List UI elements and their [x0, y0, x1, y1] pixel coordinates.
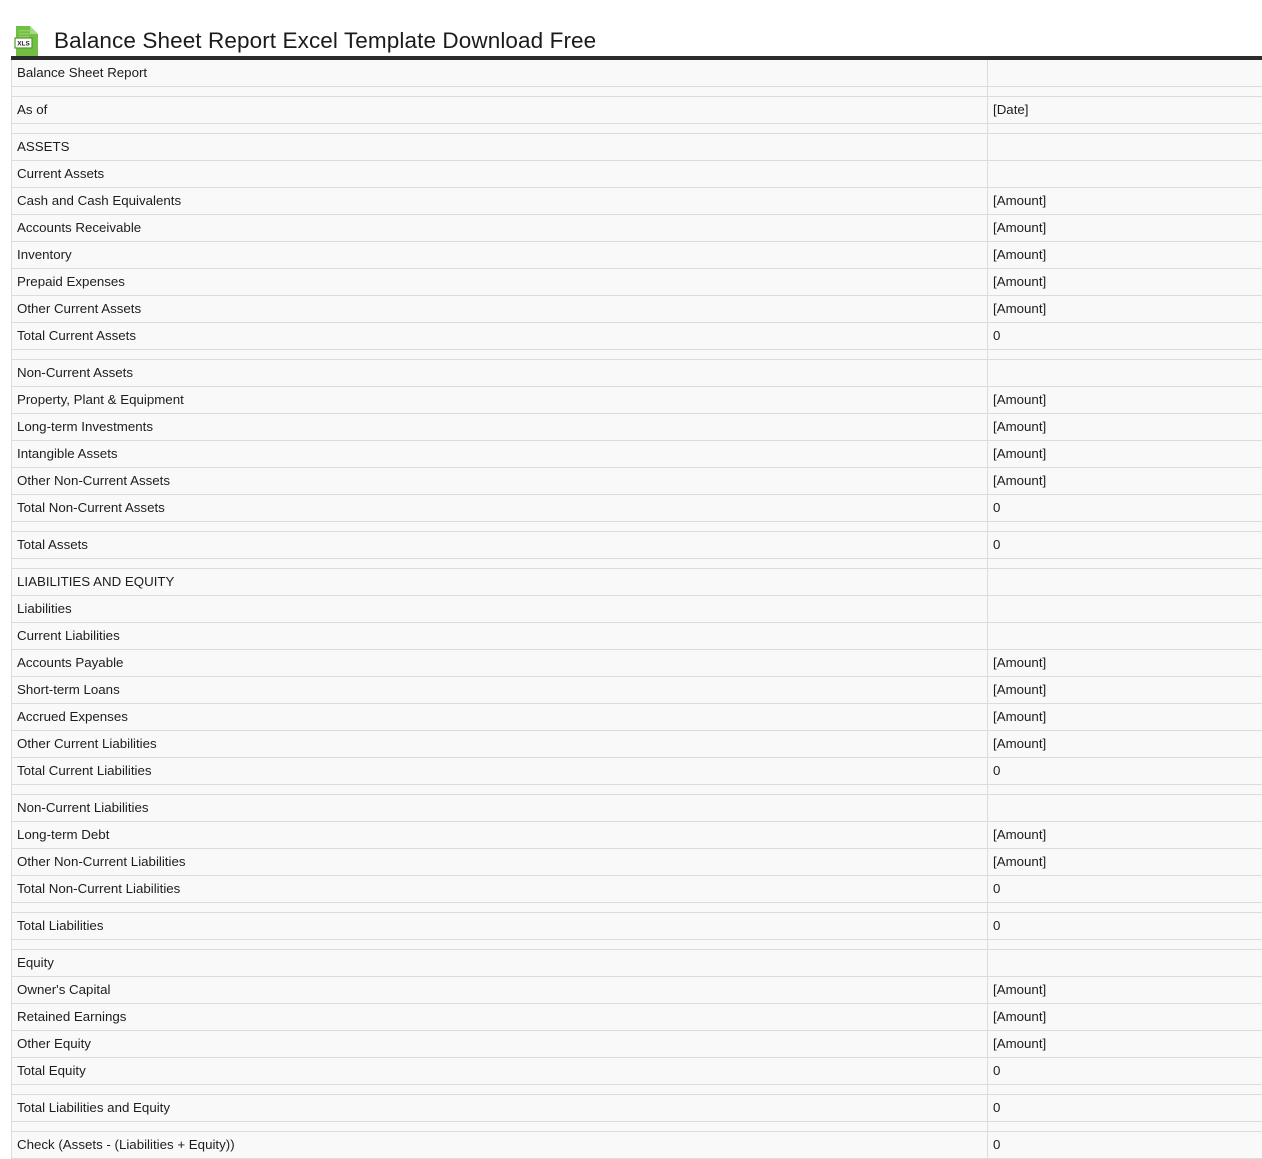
spacer-row — [12, 940, 1262, 950]
table-row — [12, 468, 1262, 495]
row-label-cell[interactable]: Intangible Assets — [12, 441, 988, 468]
row-label-cell[interactable]: Total Current Liabilities — [12, 758, 988, 785]
row-value-cell[interactable]: [Amount] — [988, 468, 1262, 495]
row-label-cell[interactable]: Cash and Cash Equivalents — [12, 188, 988, 215]
spacer-row — [12, 350, 1262, 360]
row-label-cell[interactable]: Current Liabilities — [12, 623, 988, 650]
row-value-cell[interactable]: 0 — [988, 1132, 1262, 1159]
row-label-cell[interactable]: Total Non-Current Liabilities — [12, 876, 988, 903]
row-value-cell[interactable]: 0 — [988, 758, 1262, 785]
row-label-cell[interactable]: Total Liabilities and Equity — [12, 1095, 988, 1122]
spacer-cell — [988, 1085, 1262, 1095]
table-row — [12, 731, 1262, 758]
spacer-cell — [988, 785, 1262, 795]
row-value-cell[interactable]: [Amount] — [988, 215, 1262, 242]
row-value-cell[interactable] — [988, 60, 1262, 87]
table-row — [12, 758, 1262, 785]
row-label-cell[interactable]: ASSETS — [12, 134, 988, 161]
table-row — [12, 1004, 1262, 1031]
spacer-row — [12, 124, 1262, 134]
balance-sheet-table — [11, 60, 1262, 1159]
row-value-cell[interactable]: [Amount] — [988, 650, 1262, 677]
spacer-cell — [12, 350, 988, 360]
table-row — [12, 215, 1262, 242]
table-row — [12, 532, 1262, 559]
row-value-cell[interactable] — [988, 950, 1262, 977]
spacer-cell — [12, 1085, 988, 1095]
xls-file-icon — [14, 25, 40, 57]
row-label-cell[interactable]: Current Assets — [12, 161, 988, 188]
row-value-cell[interactable]: [Amount] — [988, 269, 1262, 296]
row-label-cell[interactable]: Long-term Debt — [12, 822, 988, 849]
row-value-cell[interactable]: [Date] — [988, 97, 1262, 124]
svg-text:XLS: XLS — [17, 41, 30, 48]
row-label-cell[interactable]: As of — [12, 97, 988, 124]
row-label-cell[interactable]: Total Liabilities — [12, 913, 988, 940]
row-label-cell[interactable]: Check (Assets - (Liabilities + Equity)) — [12, 1132, 988, 1159]
row-value-cell[interactable]: [Amount] — [988, 822, 1262, 849]
spacer-row — [12, 903, 1262, 913]
spacer-cell — [988, 559, 1262, 569]
row-value-cell[interactable]: [Amount] — [988, 414, 1262, 441]
row-value-cell[interactable] — [988, 623, 1262, 650]
row-label-cell[interactable]: Non-Current Assets — [12, 360, 988, 387]
table-row — [12, 1058, 1262, 1085]
spacer-cell — [988, 940, 1262, 950]
spacer-cell — [12, 559, 988, 569]
table-row — [12, 876, 1262, 903]
row-label-cell[interactable]: Other Non-Current Liabilities — [12, 849, 988, 876]
table-row — [12, 242, 1262, 269]
row-label-cell[interactable]: Retained Earnings — [12, 1004, 988, 1031]
row-value-cell[interactable] — [988, 161, 1262, 188]
spacer-cell — [12, 903, 988, 913]
row-label-cell[interactable]: Other Equity — [12, 1031, 988, 1058]
table-row — [12, 623, 1262, 650]
row-label-cell[interactable]: Total Equity — [12, 1058, 988, 1085]
row-label-cell[interactable]: Other Non-Current Assets — [12, 468, 988, 495]
row-value-cell[interactable]: 0 — [988, 532, 1262, 559]
row-value-cell[interactable] — [988, 360, 1262, 387]
table-row — [12, 704, 1262, 731]
row-label-cell[interactable]: Other Current Liabilities — [12, 731, 988, 758]
table-row — [12, 1031, 1262, 1058]
spacer-cell — [12, 1122, 988, 1132]
spacer-cell — [988, 522, 1262, 532]
row-value-cell[interactable]: [Amount] — [988, 188, 1262, 215]
row-label-cell[interactable]: Property, Plant & Equipment — [12, 387, 988, 414]
table-row — [12, 414, 1262, 441]
page-title: Balance Sheet Report Excel Template Download Free — [54, 29, 596, 54]
table-row — [12, 323, 1262, 350]
spacer-row — [12, 87, 1262, 97]
row-value-cell[interactable]: [Amount] — [988, 977, 1262, 1004]
table-row — [12, 650, 1262, 677]
row-label-cell[interactable]: Total Non-Current Assets — [12, 495, 988, 522]
row-value-cell[interactable]: [Amount] — [988, 731, 1262, 758]
spacer-row — [12, 522, 1262, 532]
table-row — [12, 360, 1262, 387]
row-value-cell[interactable] — [988, 596, 1262, 623]
table-row — [12, 596, 1262, 623]
table-row — [12, 188, 1262, 215]
row-label-cell[interactable]: Inventory — [12, 242, 988, 269]
row-label-cell[interactable]: Owner's Capital — [12, 977, 988, 1004]
spreadsheet-container — [11, 56, 1262, 1159]
table-row — [12, 913, 1262, 940]
table-row — [12, 269, 1262, 296]
row-value-cell[interactable]: 0 — [988, 876, 1262, 903]
row-value-cell[interactable] — [988, 134, 1262, 161]
table-row — [12, 849, 1262, 876]
spacer-cell — [12, 124, 988, 134]
row-label-cell[interactable]: Total Assets — [12, 532, 988, 559]
spacer-row — [12, 559, 1262, 569]
table-row — [12, 495, 1262, 522]
row-value-cell[interactable]: [Amount] — [988, 296, 1262, 323]
row-label-cell[interactable]: Other Current Assets — [12, 296, 988, 323]
row-value-cell[interactable]: [Amount] — [988, 849, 1262, 876]
row-label-cell[interactable]: Accounts Receivable — [12, 215, 988, 242]
table-row — [12, 677, 1262, 704]
page-header — [0, 0, 1262, 56]
row-value-cell[interactable]: [Amount] — [988, 704, 1262, 731]
table-row — [12, 296, 1262, 323]
row-value-cell[interactable]: [Amount] — [988, 387, 1262, 414]
row-value-cell[interactable] — [988, 569, 1262, 596]
row-label-cell[interactable]: LIABILITIES AND EQUITY — [12, 569, 988, 596]
spacer-cell — [12, 785, 988, 795]
table-row — [12, 97, 1262, 124]
spacer-row — [12, 1122, 1262, 1132]
row-label-cell[interactable]: Equity — [12, 950, 988, 977]
balance-sheet-body — [12, 60, 1262, 1159]
spacer-cell — [12, 87, 988, 97]
row-label-cell[interactable]: Prepaid Expenses — [12, 269, 988, 296]
spacer-cell — [988, 350, 1262, 360]
table-row — [12, 822, 1262, 849]
table-row — [12, 977, 1262, 1004]
row-value-cell[interactable]: 0 — [988, 1095, 1262, 1122]
row-label-cell[interactable]: Long-term Investments — [12, 414, 988, 441]
table-row — [12, 950, 1262, 977]
spacer-cell — [12, 940, 988, 950]
row-label-cell[interactable]: Balance Sheet Report — [12, 60, 988, 87]
table-row — [12, 60, 1262, 87]
table-row — [12, 1095, 1262, 1122]
row-value-cell[interactable]: [Amount] — [988, 242, 1262, 269]
table-row — [12, 161, 1262, 188]
row-value-cell[interactable]: [Amount] — [988, 441, 1262, 468]
row-value-cell[interactable]: [Amount] — [988, 677, 1262, 704]
row-value-cell[interactable]: [Amount] — [988, 1004, 1262, 1031]
spacer-cell — [12, 522, 988, 532]
row-label-cell[interactable]: Accrued Expenses — [12, 704, 988, 731]
table-row — [12, 134, 1262, 161]
row-label-cell[interactable]: Liabilities — [12, 596, 988, 623]
table-row — [12, 441, 1262, 468]
table-row — [12, 795, 1262, 822]
spacer-cell — [988, 124, 1262, 134]
row-value-cell[interactable]: 0 — [988, 1058, 1262, 1085]
row-value-cell[interactable]: [Amount] — [988, 1031, 1262, 1058]
row-label-cell[interactable]: Accounts Payable — [12, 650, 988, 677]
table-row — [12, 387, 1262, 414]
row-value-cell[interactable]: 0 — [988, 323, 1262, 350]
row-value-cell[interactable] — [988, 795, 1262, 822]
spacer-row — [12, 785, 1262, 795]
spacer-cell — [988, 87, 1262, 97]
spacer-cell — [988, 903, 1262, 913]
spacer-cell — [988, 1122, 1262, 1132]
row-label-cell[interactable]: Short-term Loans — [12, 677, 988, 704]
row-label-cell[interactable]: Non-Current Liabilities — [12, 795, 988, 822]
row-label-cell[interactable]: Total Current Assets — [12, 323, 988, 350]
table-row — [12, 569, 1262, 596]
spacer-row — [12, 1085, 1262, 1095]
row-value-cell[interactable]: 0 — [988, 913, 1262, 940]
row-value-cell[interactable]: 0 — [988, 495, 1262, 522]
